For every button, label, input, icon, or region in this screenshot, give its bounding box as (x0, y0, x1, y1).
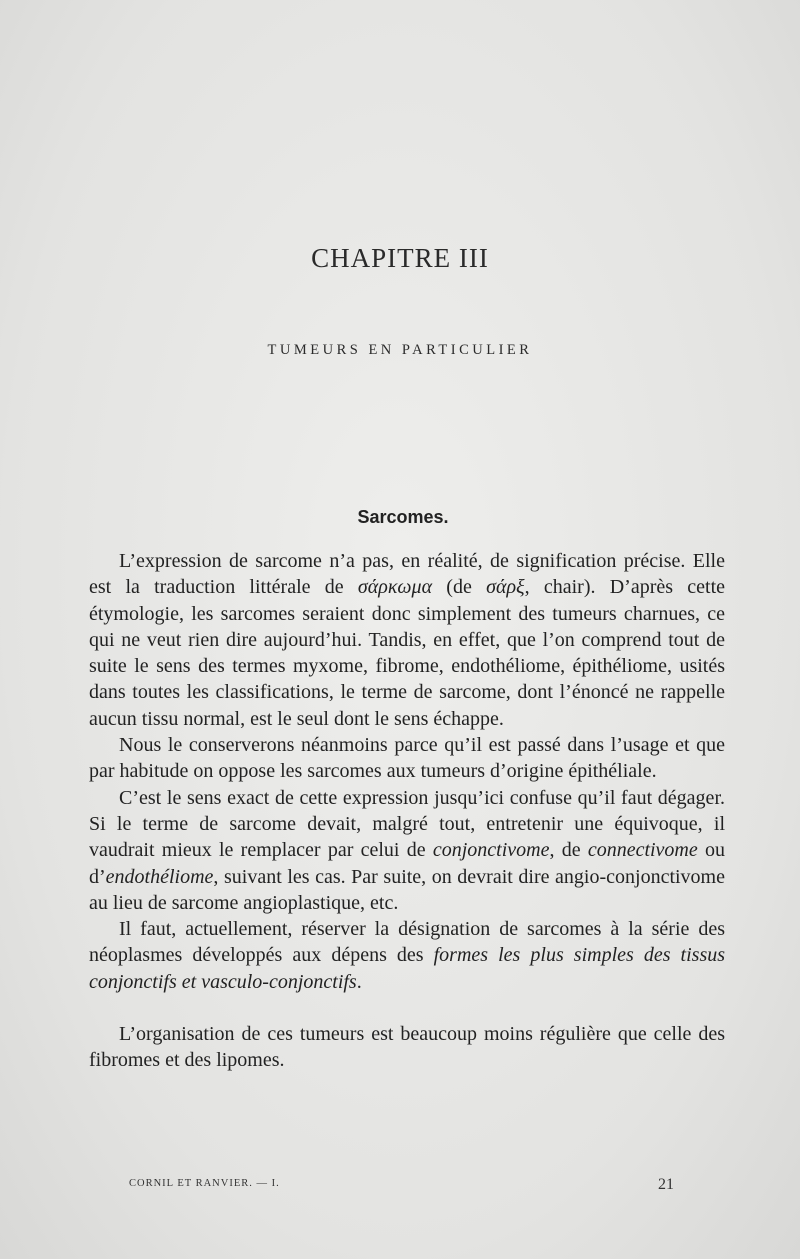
printer-signature: CORNIL ET RANVIER. — I. (129, 1178, 280, 1189)
paragraph-5: L’organisation de ces tumeurs est beaucoup moins régulière que celle des fibromes et des lipomes. (89, 1023, 725, 1072)
greek-word-sarkoma: σάρκωμα (357, 576, 433, 599)
paragraph-1 (89, 548, 725, 732)
paragraph-1-text-b: (de (432, 576, 487, 599)
paragraph-4-text-b: . (356, 970, 362, 993)
paragraph-3-text-b: , de (549, 839, 588, 862)
paragraph-3-text-a: C’est le sens exact de cette expression jusqu’ici confuse qu’il faut dégager. Si le terme de sarcome devait, malgré tout, entretenir une équivoque, il vaudrait mieux le remplacer par celui de (89, 786, 725, 862)
paragraph-4 (89, 916, 725, 995)
body-text (89, 548, 725, 1074)
paragraph-4-text-a: Il faut, actuellement, réserver la désignation de sarcomes à la série des néoplasmes développés aux dépens des (89, 918, 725, 967)
chapter-title: CHAPITRE III (311, 243, 489, 273)
term-connectivome: connectivome (587, 839, 698, 862)
term-conjonctivome: conjonctivome (432, 839, 550, 862)
paragraph-1-text-c: , chair). D’après cette étymologie, les sarcomes seraient donc simplement des tumeurs charnues, ce qui ne veut rien dire aujourd’hui. Tandis, en effet, que l’on comprend tout de suite le sens des termes myxome, fibrome, endothéliome, épithéliome, usités dans toutes les classifications, le terme de sarcome, dont l’énoncé ne rappelle aucun tissu normal, est le seul dont le sens échappe. (89, 576, 725, 730)
paragraph-1-text-a: L’expression de sarcome n’a pas, en réalité, de signification précise. Elle est la traduction littérale de (89, 550, 725, 599)
page-number: 21 (658, 1176, 674, 1193)
paragraph-3-text-c: ou d’ (89, 839, 725, 888)
paragraph-4-italic: formes les plus simples des tissus conjonctifs et vasculo-conjonctifs (89, 944, 726, 993)
section-heading: Sarcomes. (357, 507, 449, 527)
paragraph-2: Nous le conserverons néanmoins parce qu’il est passé dans l’usage et que par habitude on oppose les sarcomes aux tumeurs d’origine épithéliale. (89, 734, 725, 783)
chapter-subtitle: TUMEURS EN PARTICULIER (267, 342, 533, 358)
paragraph-3 (89, 785, 725, 916)
greek-word-sarx: σάρξ (486, 576, 525, 599)
paragraph-3-text-d: , suivant les cas. Par suite, on devrait dire angio-conjonctivome au lieu de sarcome angioplastique, etc. (89, 865, 725, 914)
term-endotheliome: endothéliome (105, 865, 214, 888)
